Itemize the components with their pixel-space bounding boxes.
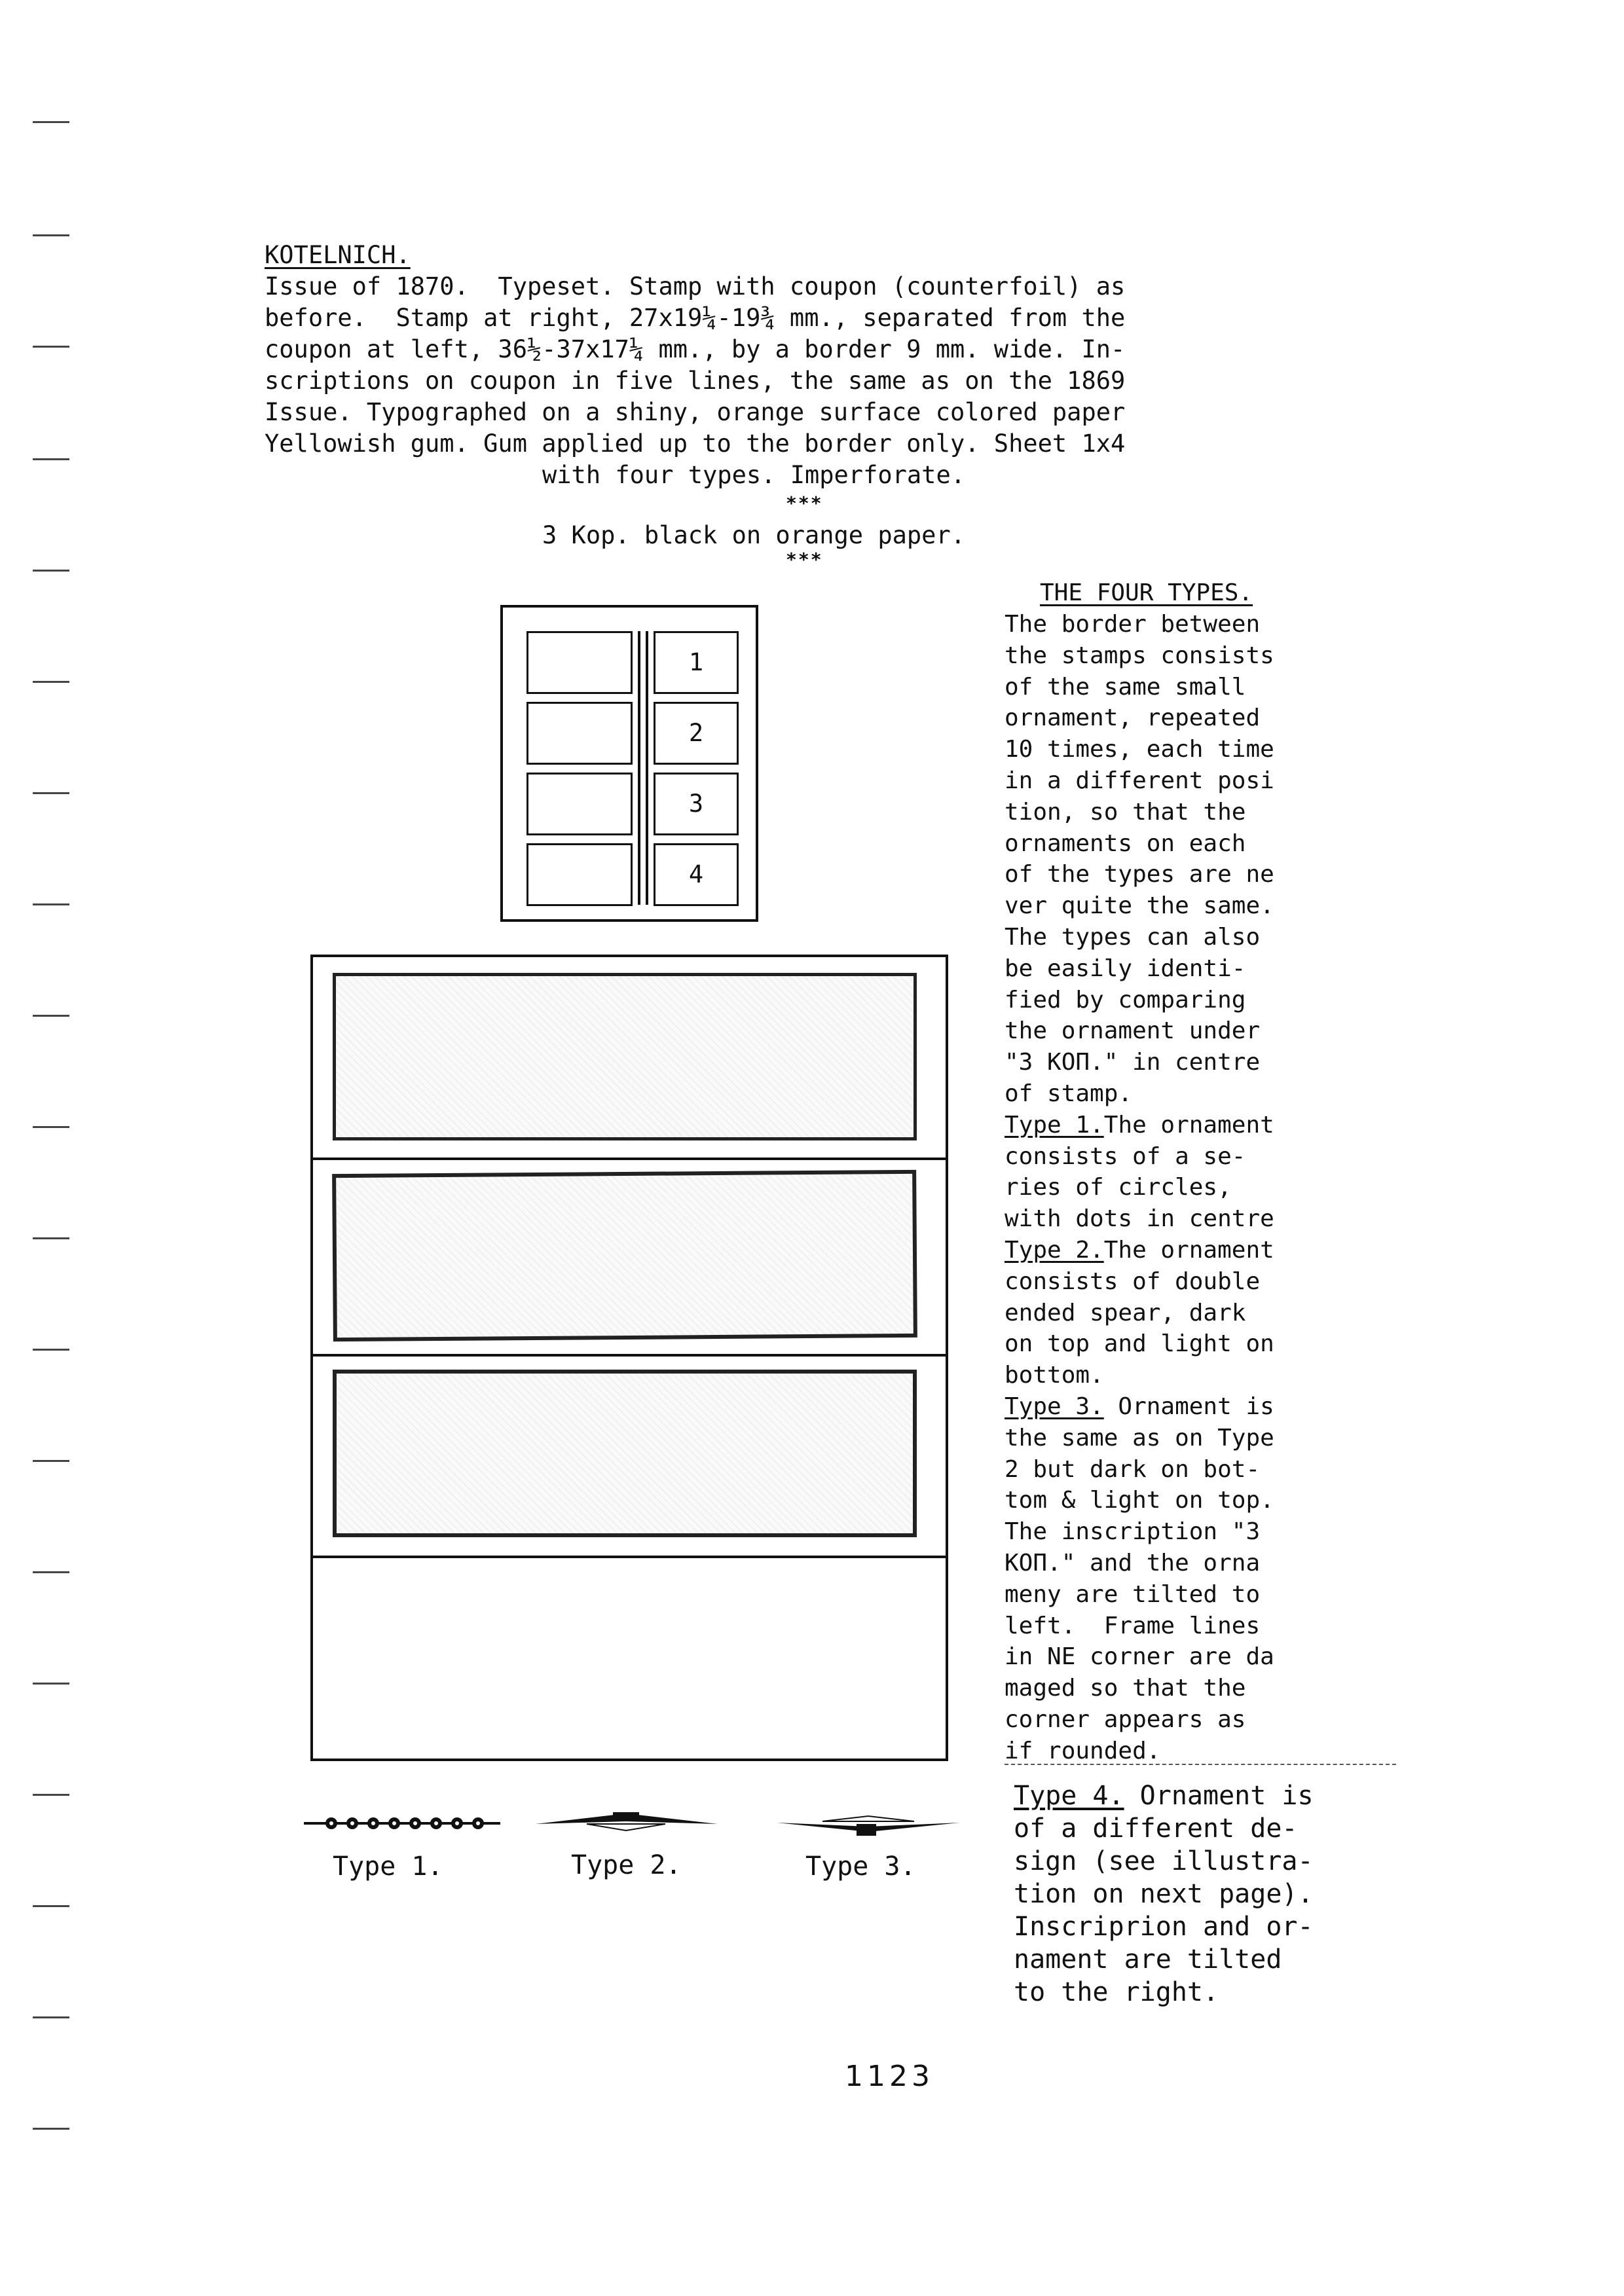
type2-line: bottom. bbox=[1005, 1362, 1104, 1389]
type2-line: on top and light on bbox=[1005, 1330, 1274, 1358]
type4-line: nament are tilted bbox=[1014, 1944, 1282, 1975]
types-heading: THE FOUR TYPES. bbox=[1040, 579, 1253, 606]
type4-line: of a different de- bbox=[1014, 1813, 1298, 1844]
ornament-illustrations bbox=[299, 1804, 967, 1844]
type3-line: the same as on Type bbox=[1005, 1424, 1274, 1451]
intro-line: with four types. Imperforate. bbox=[542, 461, 966, 489]
value-line: 3 Kop. black on orange paper. bbox=[542, 521, 966, 549]
intro-text-line: of the types are ne bbox=[1005, 861, 1274, 888]
intro-text-line: ver quite the same. bbox=[1005, 892, 1274, 920]
intro-text-line: the ornament under bbox=[1005, 1017, 1261, 1045]
type3-line: tom & light on top. bbox=[1005, 1487, 1274, 1514]
coupon-cell bbox=[526, 702, 633, 765]
stamp-cell-2 bbox=[654, 702, 739, 765]
type3-line: Type 3. Ornament is bbox=[1005, 1393, 1274, 1420]
type4-line: sign (see illustra- bbox=[1014, 1846, 1314, 1876]
intro-text-line: be easily identi- bbox=[1005, 955, 1246, 982]
intro-line: scriptions on coupon in five lines, the same as on the 1869 bbox=[265, 367, 1126, 395]
intro-text-line: "3 КОП." in centre bbox=[1005, 1049, 1261, 1076]
type3-label: Type 3. bbox=[1005, 1393, 1104, 1420]
stamp-cell-4 bbox=[654, 843, 739, 906]
intro-text-line: of the same small bbox=[1005, 673, 1246, 701]
intro-text-line: tion, so that the bbox=[1005, 798, 1246, 826]
panel-divider bbox=[313, 1556, 946, 1558]
type4-line: to the right. bbox=[1014, 1977, 1219, 2007]
type1-label: Type 1. bbox=[1005, 1111, 1104, 1139]
ornament-type1-icon bbox=[304, 1817, 500, 1829]
coupon-cell bbox=[526, 843, 633, 906]
type4-label: Type 4. bbox=[1014, 1781, 1124, 1811]
type2-line: Type 2.The ornament bbox=[1005, 1236, 1274, 1264]
ornament-type2-icon bbox=[536, 1812, 718, 1831]
type4-line: Inscriprion and or- bbox=[1014, 1912, 1314, 1942]
gutter-line bbox=[638, 631, 640, 905]
intro-text-line: ornament, repeated bbox=[1005, 704, 1261, 732]
intro-text-line: 10 times, each time bbox=[1005, 736, 1274, 763]
type4-line: Type 4. Ornament is bbox=[1014, 1781, 1314, 1811]
intro-line: Yellowish gum. Gum applied up to the border only. Sheet 1x4 bbox=[265, 429, 1126, 458]
type3-line: 2 but dark on bot- bbox=[1005, 1455, 1261, 1483]
intro-text-line: the stamps consists bbox=[1005, 642, 1274, 669]
coupon-cell bbox=[526, 773, 633, 835]
ornament-caption: Type 3. bbox=[805, 1851, 916, 1882]
intro-text-line: The types can also bbox=[1005, 923, 1261, 951]
type1-line: Type 1.The ornament bbox=[1005, 1111, 1274, 1139]
intro-line: Issue of 1870. Typeset. Stamp with coupon (counterfoil) as bbox=[265, 272, 1126, 301]
stamp-image-1 bbox=[333, 973, 917, 1140]
type2-line: consists of double bbox=[1005, 1267, 1261, 1295]
stamp-cell-3 bbox=[654, 773, 739, 835]
type3-line: The inscription "3 bbox=[1005, 1518, 1261, 1546]
type3-line: left. Frame lines bbox=[1005, 1612, 1261, 1639]
stamp-image-3 bbox=[333, 1370, 917, 1537]
page-number: 1123 bbox=[845, 2060, 934, 2093]
types-description bbox=[1005, 609, 1274, 1766]
stamp-number: 3 bbox=[688, 790, 704, 818]
intro-text-line: of stamp. bbox=[1005, 1080, 1133, 1107]
ornament-type3-icon bbox=[777, 1816, 960, 1836]
intro-line: before. Stamp at right, 27x19¼-19¾ mm., separated from the bbox=[265, 304, 1126, 332]
type1-line: consists of a se- bbox=[1005, 1142, 1246, 1170]
type2-label: Type 2. bbox=[1005, 1236, 1104, 1264]
stamp-image-2 bbox=[332, 1170, 917, 1341]
type1-line: ries of circles, bbox=[1005, 1174, 1232, 1201]
stamp-images-panel bbox=[310, 955, 948, 1761]
separator-stars: *** bbox=[786, 492, 823, 514]
type3-line: in NE corner are da bbox=[1005, 1643, 1274, 1671]
stamp-number: 2 bbox=[688, 719, 704, 747]
ornament-caption: Type 2. bbox=[571, 1850, 682, 1880]
type1-line: with dots in centre bbox=[1005, 1205, 1274, 1233]
type3-line: meny are tilted to bbox=[1005, 1580, 1261, 1608]
type3-line: corner appears as bbox=[1005, 1705, 1246, 1733]
intro-text-line: in a different posi bbox=[1005, 767, 1274, 794]
type3-line: КОП." and the orna bbox=[1005, 1549, 1261, 1576]
page-title: KOTELNICH. bbox=[265, 241, 411, 269]
coupon-cell bbox=[526, 631, 633, 694]
panel-divider bbox=[313, 1354, 946, 1357]
ornament-caption: Type 1. bbox=[333, 1851, 443, 1882]
intro-text-line: The border between bbox=[1005, 611, 1261, 638]
stamp-cell-1 bbox=[654, 631, 739, 694]
intro-line: coupon at left, 36½-37x17¼ mm., by a border 9 mm. wide. In- bbox=[265, 335, 1126, 363]
sheet-diagram bbox=[500, 605, 758, 922]
type4-line: tion on next page). bbox=[1014, 1879, 1314, 1909]
type4-description bbox=[1014, 1779, 1314, 2009]
divider-line bbox=[1005, 1764, 1396, 1765]
panel-divider bbox=[313, 1157, 946, 1160]
gutter-line bbox=[646, 631, 648, 905]
intro-paragraph bbox=[265, 271, 1125, 491]
stamp-number: 4 bbox=[688, 860, 704, 888]
type2-line: ended spear, dark bbox=[1005, 1299, 1246, 1326]
intro-line: Issue. Typographed on a shiny, orange surface colored paper bbox=[265, 398, 1126, 426]
intro-text-line: ornaments on each bbox=[1005, 829, 1246, 857]
type3-line: if rounded. bbox=[1005, 1737, 1161, 1764]
type3-line: maged so that the bbox=[1005, 1675, 1246, 1702]
intro-text-line: fied by comparing bbox=[1005, 986, 1246, 1013]
stamp-number: 1 bbox=[688, 648, 704, 676]
separator-stars: *** bbox=[786, 549, 823, 570]
